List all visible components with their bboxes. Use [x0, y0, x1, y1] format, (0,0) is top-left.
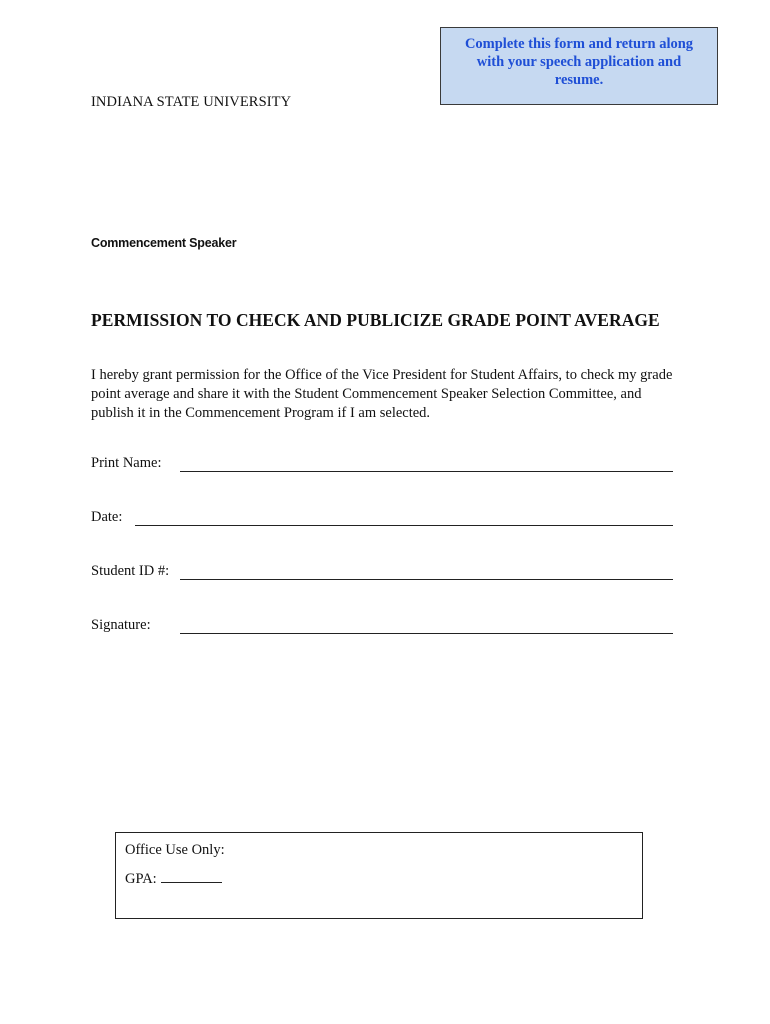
- university-name: INDIANA STATE UNIVERSITY: [91, 94, 292, 110]
- print-name-row: [91, 455, 673, 477]
- student-id-label: Student ID #:: [91, 563, 170, 579]
- notice-box: [440, 27, 718, 105]
- signature-label: Signature:: [91, 617, 151, 633]
- date-field[interactable]: [135, 525, 673, 526]
- signature-row: [91, 617, 673, 639]
- print-name-label: Print Name:: [91, 455, 162, 471]
- gpa-field[interactable]: [161, 870, 222, 883]
- office-use-title: Office Use Only:: [125, 842, 225, 858]
- gpa-row: [125, 870, 642, 888]
- section-label: Commencement Speaker: [91, 236, 237, 250]
- notice-text: Complete this form and return along with your speech application and resume.: [464, 36, 694, 88]
- student-id-field[interactable]: [180, 579, 673, 580]
- gpa-label: GPA:: [125, 871, 157, 887]
- date-label: Date:: [91, 509, 123, 525]
- permission-statement: I hereby grant permission for the Office of the Vice President for Student Affairs, to check my grade point average and share it with the Student Commencement Speaker Selection Committee, and publish it in the Commencement Program if I am selected.: [91, 367, 673, 421]
- print-name-field[interactable]: [180, 471, 673, 472]
- student-id-row: [91, 563, 673, 585]
- signature-field[interactable]: [180, 633, 673, 634]
- date-row: [91, 509, 673, 531]
- form-title: PERMISSION TO CHECK AND PUBLICIZE GRADE POINT AVERAGE: [91, 310, 660, 330]
- office-use-box: [115, 832, 643, 919]
